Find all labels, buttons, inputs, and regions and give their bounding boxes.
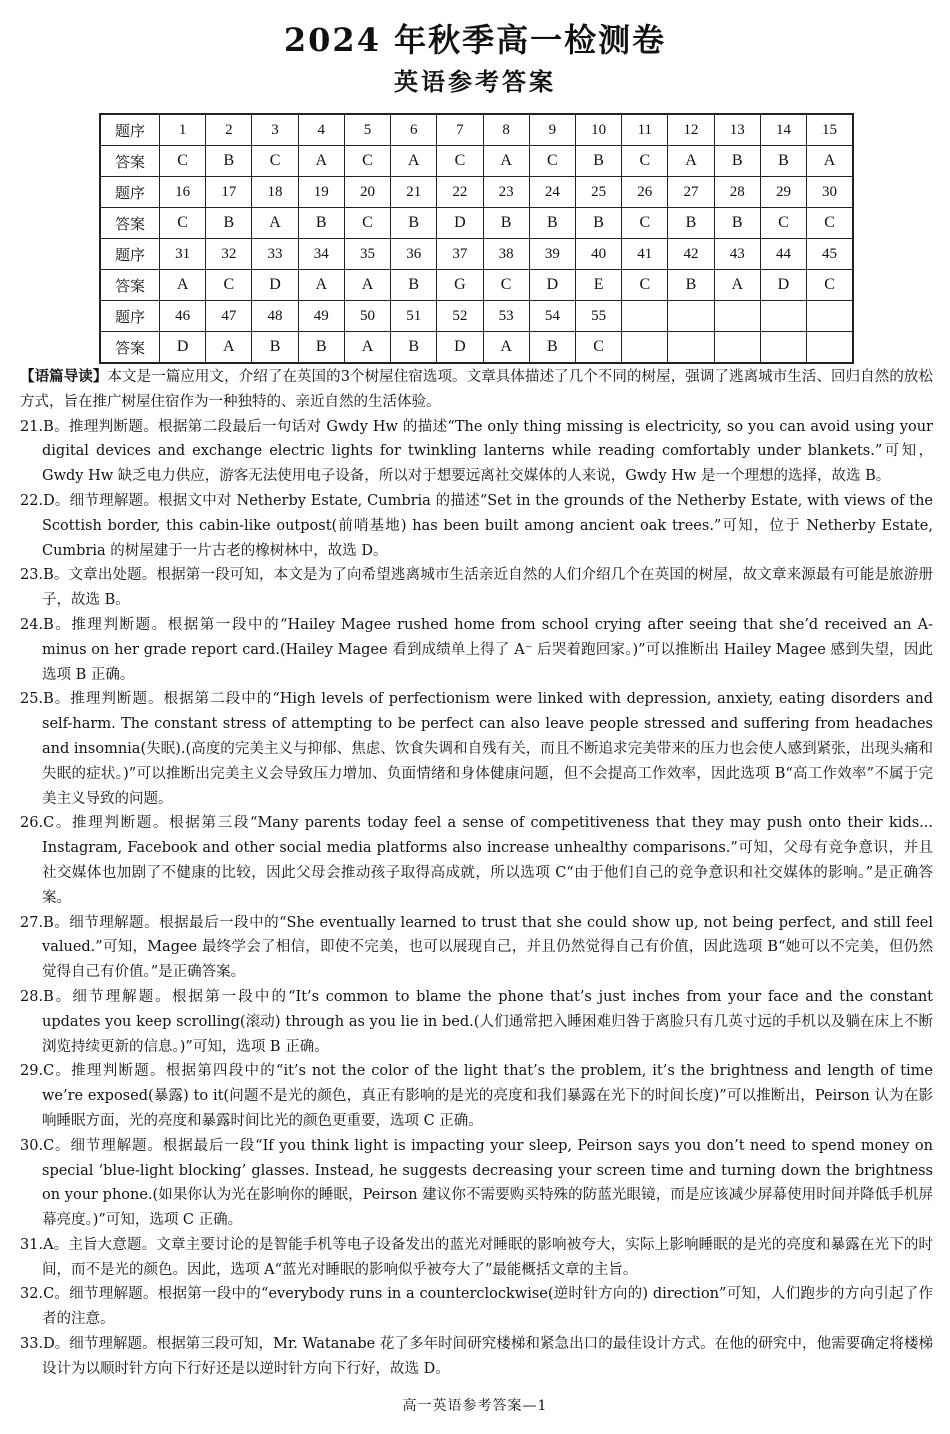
explanation-text: B。细节理解题。根据最后一段中的“She eventually learned to trust that she could show up, not being perfect, and still feel valued.”可知，Magee 最终学会了相信，即使不完美，也可以展现自己，并且仍然觉得自己有价值，因此选项 B“她可以不完美，但仍然觉得自己有价值。”是正确答案。 <box>42 914 933 981</box>
answer-cell: C <box>807 270 853 301</box>
answer-cell: C <box>483 270 529 301</box>
answer-cell: C <box>252 146 298 177</box>
answer-cell: B <box>529 332 575 364</box>
answer-cell: A <box>344 270 390 301</box>
answer-cell: B <box>760 146 806 177</box>
question-number-cell: 23 <box>483 177 529 208</box>
question-number-cell: 53 <box>483 301 529 332</box>
question-number: 27. <box>20 914 44 931</box>
explanation-item <box>20 1134 933 1233</box>
reading-guide <box>20 365 933 415</box>
question-number-cell: 19 <box>298 177 344 208</box>
explanation-text: A。主旨大意题。文章主要讨论的是智能手机等电子设备发出的蓝光对睡眠的影响被夸大，实际上影响睡眠的是光的亮度和暴露在光下的时间，而不是光的颜色。因此，选项 A“蓝光对睡眠的影响似乎被夸大了”最能概括文章的主旨。 <box>42 1236 933 1278</box>
answer-cell: D <box>437 208 483 239</box>
answer-key-table <box>99 113 854 364</box>
answer-cell: A <box>344 332 390 364</box>
explanation-text: B。推理判断题。根据第一段中的“Hailey Magee rushed home from school crying after seeing that she’d received an A-minus on her grade report card.(Hailey Magee 看到成绩单上得了 A⁻ 后哭着跑回家。)”可以推断出 Hailey Magee 感到失望，因此选项 B 正确。 <box>42 616 933 683</box>
answer-cell: C <box>760 208 806 239</box>
question-number-cell: 22 <box>437 177 483 208</box>
number-row <box>100 114 853 146</box>
answer-cell: C <box>160 146 206 177</box>
answer-cell: C <box>344 208 390 239</box>
answer-cell: A <box>807 146 853 177</box>
question-number-cell: 39 <box>529 239 575 270</box>
answer-cell: D <box>437 332 483 364</box>
question-number-cell: 51 <box>391 301 437 332</box>
question-number-cell: 14 <box>760 114 806 146</box>
question-number-cell: 7 <box>437 114 483 146</box>
question-number-cell <box>807 301 853 332</box>
answer-cell: C <box>529 146 575 177</box>
explanation-text: C。推理判断题。根据第四段中的“it’s not the color of the light that’s the problem, it’s the brightness and length of time we’re exposed(暴露) to it(问题不是光的颜色，真正有影响的是光的亮度和我们暴露在光下的时间长度)”可以推断出，Peirson 认为在影响睡眠方面，光的亮度和暴露时间比光的颜色更重要，选项 C 正确。 <box>42 1063 933 1129</box>
answer-cell: B <box>714 146 760 177</box>
answer-cell: B <box>206 208 252 239</box>
question-number-cell: 9 <box>529 114 575 146</box>
explanation-list <box>20 415 933 1382</box>
question-number-cell: 4 <box>298 114 344 146</box>
answer-cell: B <box>298 332 344 364</box>
explanation-item <box>20 563 933 613</box>
page-footer: 高一英语参考答案—1 <box>402 1398 548 1414</box>
explanation-text: C。细节理解题。根据最后一段“If you think light is impacting your sleep, Peirson says you don’t need to spend money on special ‘blue-light blocking’ glasses. Instead, he suggests decreasing your screen time and turning down the brightness on your phone.(如果你认为光在影响你的睡眠，Peirson 建议你不需要购买特殊的防蓝光眼镜，而是应该减少屏幕使用时间并降低手机屏幕亮度。)”可知，选项 C 正确。 <box>42 1137 933 1229</box>
question-number-cell: 11 <box>622 114 668 146</box>
answer-row <box>100 332 853 364</box>
question-number: 25. <box>20 691 44 708</box>
answer-cell <box>668 332 714 364</box>
answer-cell: A <box>298 270 344 301</box>
question-number-cell: 48 <box>252 301 298 332</box>
explanation-item <box>20 1233 933 1283</box>
answer-cell <box>622 332 668 364</box>
question-number: 21. <box>20 418 44 435</box>
question-number-cell: 43 <box>714 239 760 270</box>
answer-cell: D <box>160 332 206 364</box>
answer-row-header: 答案 <box>100 208 160 239</box>
question-number-cell <box>760 301 806 332</box>
explanation-item <box>20 613 933 687</box>
answer-cell: C <box>206 270 252 301</box>
question-number-cell: 45 <box>807 239 853 270</box>
explanation-item <box>20 1332 933 1382</box>
answer-cell: A <box>483 146 529 177</box>
answer-row <box>100 270 853 301</box>
question-number-cell: 26 <box>622 177 668 208</box>
answer-cell: B <box>575 208 621 239</box>
explanation-text: D。细节理解题。根据第三段可知，Mr. Watanabe 花了多年时间研究楼梯和紧急出口的最佳设计方式。在他的研究中，他需要确定将楼梯设计为以顺时针方向下行好还是以逆时针方向下行好，故选 D。 <box>42 1336 933 1377</box>
answer-cell: A <box>160 270 206 301</box>
question-number-cell: 24 <box>529 177 575 208</box>
answer-cell: A <box>206 332 252 364</box>
number-row <box>100 239 853 270</box>
answer-cell: C <box>807 208 853 239</box>
answer-cell: A <box>483 332 529 364</box>
question-number-cell: 32 <box>206 239 252 270</box>
question-number: 33. <box>20 1336 44 1353</box>
answer-cell: A <box>668 146 714 177</box>
question-number-cell: 15 <box>807 114 853 146</box>
question-number-cell: 33 <box>252 239 298 270</box>
explanation-item <box>20 811 933 910</box>
answer-cell: B <box>391 332 437 364</box>
explanation-item <box>20 911 933 985</box>
answer-cell: D <box>760 270 806 301</box>
question-number-cell: 35 <box>344 239 390 270</box>
question-number-cell <box>668 301 714 332</box>
question-number-cell: 46 <box>160 301 206 332</box>
question-number-cell: 41 <box>622 239 668 270</box>
question-number-cell: 18 <box>252 177 298 208</box>
explanation-text: D。细节理解题。根据文中对 Netherby Estate, Cumbria 的描述“Set in the grounds of the Netherby Estate, with views of the Scottish border, this cabin-like outpost(前哨基地) has been built among ancient oak trees.”可知，位于 Netherby Estate, Cumbria 的树屋建于一片古老的橡树林中，故选 D。 <box>42 492 933 559</box>
explanation-item <box>20 985 933 1059</box>
answer-cell: B <box>575 146 621 177</box>
reading-guide-tag: 【语篇导读】 <box>20 368 108 385</box>
question-number-cell: 17 <box>206 177 252 208</box>
explanation-text: C。推理判断题。根据第三段“Many parents today feel a sense of competitiveness that they may push onto their kids... Instagram, Facebook and other social media platforms also increase unhealthy comparisons.”可知，父母有竞争意识，并且社交媒体也加剧了不健康的比较，因此父母会推动孩子取得高成就，所以选项 C“由于他们自己的竞争意识和社交媒体的影响。”是正确答案。 <box>42 815 933 906</box>
question-number: 22. <box>20 492 44 509</box>
answer-cell: A <box>391 146 437 177</box>
answer-row <box>100 146 853 177</box>
number-row <box>100 177 853 208</box>
question-number-cell: 30 <box>807 177 853 208</box>
answer-cell <box>714 332 760 364</box>
question-number-cell: 36 <box>391 239 437 270</box>
answer-cell: B <box>483 208 529 239</box>
explanation-item <box>20 1282 933 1332</box>
question-number-cell: 2 <box>206 114 252 146</box>
number-row-header: 题序 <box>100 301 160 332</box>
explanation-text: B。推理判断题。根据第二段中的“High levels of perfectionism were linked with depression, anxiety, eating disorders and self-harm. The constant stress of attempting to be perfect can also leave people stressed and suffering from headaches and insomnia(失眠).(高度的完美主义与抑郁、焦虑、饮食失调和自残有关，而且不断追求完美带来的压力也会使人感到紧张，出现头痛和失眠的症状。)”可以推断出完美主义会导致压力增加、负面情绪和身体健康问题，但不会提高工作效率，因此选项 B“高工作效率”不属于完美主义导致的问题。 <box>42 691 933 807</box>
question-number-cell: 52 <box>437 301 483 332</box>
question-number-cell: 38 <box>483 239 529 270</box>
answer-cell: B <box>391 270 437 301</box>
question-number-cell: 8 <box>483 114 529 146</box>
question-number-cell: 5 <box>344 114 390 146</box>
answer-cell: A <box>252 208 298 239</box>
question-number-cell: 54 <box>529 301 575 332</box>
question-number-cell: 21 <box>391 177 437 208</box>
answer-row-header: 答案 <box>100 146 160 177</box>
explanation-item <box>20 1059 933 1133</box>
question-number-cell: 20 <box>344 177 390 208</box>
answer-cell: D <box>252 270 298 301</box>
answer-row-header: 答案 <box>100 270 160 301</box>
question-number-cell: 25 <box>575 177 621 208</box>
answer-cell: G <box>437 270 483 301</box>
answer-cell: A <box>298 146 344 177</box>
answer-cell: B <box>206 146 252 177</box>
question-number: 26. <box>20 815 44 832</box>
question-number-cell: 55 <box>575 301 621 332</box>
explanation-text: B。细节理解题。根据第一段中的“It’s common to blame the phone that’s just inches from your face and the constant updates you keep scrolling(滚动) through as you lie in bed.(人们通常把入睡困难归咎于离脸只有几英寸远的手机以及躺在床上不断浏览持续更新的信息。)”可知，选项 B 正确。 <box>42 988 933 1055</box>
answer-cell: C <box>622 270 668 301</box>
page-title: 2024 年秋季高一检测卷 <box>283 21 667 59</box>
question-number-cell: 16 <box>160 177 206 208</box>
explanation-item <box>20 415 933 489</box>
answer-cell: B <box>714 208 760 239</box>
number-row-header: 题序 <box>100 114 160 146</box>
question-number-cell: 37 <box>437 239 483 270</box>
question-number-cell: 34 <box>298 239 344 270</box>
explanations <box>20 365 933 1382</box>
answer-row-header: 答案 <box>100 332 160 364</box>
explanation-item <box>20 687 933 811</box>
question-number-cell: 12 <box>668 114 714 146</box>
question-number-cell: 31 <box>160 239 206 270</box>
question-number-cell <box>622 301 668 332</box>
question-number: 28. <box>20 988 44 1005</box>
question-number-cell: 42 <box>668 239 714 270</box>
number-row-header: 题序 <box>100 177 160 208</box>
question-number-cell: 28 <box>714 177 760 208</box>
explanation-text: B。推理判断题。根据第二段最后一句话对 Gwdy Hw 的描述“The only thing missing is electricity, so you can avoid using your digital devices and exchange electric lights for twinkling lanterns while reading comfortably under blankets.”可知，Gwdy Hw 缺乏电力供应，游客无法使用电子设备，所以对于想要远离社交媒体的人来说，Gwdy Hw 是一个理想的选择，故选 B。 <box>42 418 933 485</box>
question-number-cell: 6 <box>391 114 437 146</box>
question-number: 29. <box>20 1063 44 1080</box>
answer-cell: B <box>298 208 344 239</box>
answer-cell: C <box>622 146 668 177</box>
question-number-cell: 1 <box>160 114 206 146</box>
question-number-cell: 3 <box>252 114 298 146</box>
question-number-cell: 47 <box>206 301 252 332</box>
answer-cell: A <box>714 270 760 301</box>
question-number-cell: 49 <box>298 301 344 332</box>
reading-guide-text: 本文是一篇应用文，介绍了在英国的3个树屋住宿选项。文章具体描述了几个不同的树屋，强调了逃离城市生活、回归自然的放松方式，旨在推广树屋住宿作为一种独特的、亲近自然的生活体验。 <box>20 369 933 410</box>
question-number-cell: 27 <box>668 177 714 208</box>
question-number-cell: 50 <box>344 301 390 332</box>
question-number: 24. <box>20 616 44 633</box>
answer-cell: C <box>344 146 390 177</box>
question-number-cell: 13 <box>714 114 760 146</box>
answer-cell: B <box>391 208 437 239</box>
answer-cell: B <box>668 208 714 239</box>
answer-cell <box>760 332 806 364</box>
answer-cell: D <box>529 270 575 301</box>
explanation-text: C。细节理解题。根据第一段中的“everybody runs in a counterclockwise(逆时针方向的) direction”可知，人们跑步的方向引起了作者的注意。 <box>42 1286 933 1328</box>
answer-cell: C <box>160 208 206 239</box>
answer-cell: B <box>668 270 714 301</box>
question-number-cell: 10 <box>575 114 621 146</box>
question-number-cell: 44 <box>760 239 806 270</box>
answer-cell: B <box>529 208 575 239</box>
number-row-header: 题序 <box>100 239 160 270</box>
answer-cell <box>807 332 853 364</box>
explanation-text: B。文章出处题。根据第一段可知，本文是为了向希望逃离城市生活亲近自然的人们介绍几个在英国的树屋，故文章来源最有可能是旅游册子，故选 B。 <box>42 567 933 609</box>
question-number-cell <box>714 301 760 332</box>
question-number-cell: 40 <box>575 239 621 270</box>
question-number: 30. <box>20 1137 44 1154</box>
answer-cell: E <box>575 270 621 301</box>
explanation-item <box>20 489 933 563</box>
answer-cell: C <box>575 332 621 364</box>
question-number-cell: 29 <box>760 177 806 208</box>
answer-cell: C <box>622 208 668 239</box>
answer-cell: C <box>437 146 483 177</box>
answer-cell: B <box>252 332 298 364</box>
question-number: 23. <box>20 567 44 584</box>
number-row <box>100 301 853 332</box>
question-number: 32. <box>20 1286 44 1303</box>
page-subtitle: 英语参考答案 <box>394 68 556 96</box>
question-number: 31. <box>20 1236 44 1253</box>
answer-row <box>100 208 853 239</box>
